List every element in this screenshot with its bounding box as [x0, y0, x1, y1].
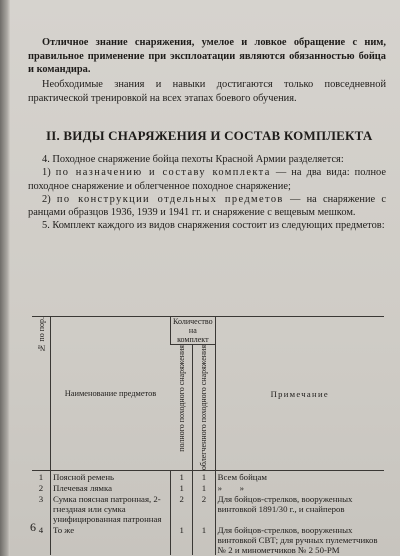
section-heading: II. ВИДЫ СНАРЯЖЕНИЯ И СОСТАВ КОМПЛЕКТА — [46, 128, 373, 143]
item-1-rest: — на два вида: полное походное снаряжение и облегченное походное снаряжение; — [28, 167, 386, 192]
section-body — [28, 153, 386, 233]
table-row — [32, 471, 384, 483]
para-4-lead: 4. Походное снаряжение бойца пехоты Красной Армии разделяется: — [42, 154, 344, 165]
item-2-spaced-term: по конструкции отдельных предметов — [56, 193, 284, 205]
row-name: Поясной ремень — [51, 471, 171, 483]
row-qty-light: 2 — [193, 493, 215, 524]
table-row — [32, 482, 384, 493]
item-1-spaced-term: по назначению и составу комплекта — [55, 167, 271, 179]
para-4-item-2 — [28, 193, 386, 220]
row-qty-light: 1 — [193, 524, 215, 555]
row-note: Для бойцов-стрелков, вооруженных винтовкой 1891/30 г., и снайперов — [215, 493, 384, 524]
header-qty-light: облегченного походного снаряжения — [193, 345, 215, 471]
header-qty-full: полного походного снаряжения — [171, 345, 193, 471]
equipment-table — [32, 316, 384, 555]
row-qty-light: 1 — [193, 482, 215, 493]
row-num: 4 — [38, 525, 44, 536]
row-name: То же — [51, 524, 171, 555]
table-row — [32, 524, 384, 555]
item-2-rest: — на снаряжение с ранцами образцов 1936, 1939 и 1941 гг. и снаряжение с вещевым мешком. — [28, 193, 386, 219]
row-note: Для бойцов-стрелков, вооруженных винтовкой СВТ; для ручных пулеметчиков № 2 и минометчиков № 2 50-РМ — [215, 524, 384, 555]
intro-paragraph-2 — [28, 78, 386, 105]
item-2-number: 2) — [42, 193, 57, 205]
intro-paragraph-1 — [28, 36, 386, 77]
row-num: 1 — [38, 472, 44, 483]
row-qty-full: 1 — [171, 524, 193, 555]
header-note: Примечание — [215, 317, 384, 471]
row-qty-light: 1 — [193, 471, 215, 483]
page-number: 6 — [30, 520, 36, 534]
item-1-number: 1) — [42, 167, 56, 179]
header-num: № по пор. — [32, 317, 51, 471]
row-name: Плечевая лямка — [51, 482, 171, 493]
table-row — [32, 493, 384, 524]
row-num: 2 — [38, 483, 44, 494]
row-qty-full: 2 — [171, 493, 193, 524]
intro-text-1: Отличное знание снаряжения, умелое и ловкое обращение с ним, правильное применение при эксплоатации являются обязанностью бойца и командира. — [28, 37, 386, 75]
header-name: Наименование предметов — [51, 317, 171, 471]
book-binding-shadow — [0, 0, 10, 556]
para-5: 5. Комплект каждого из видов снаряжения состоит из следующих предметов: — [42, 220, 385, 232]
header-qty: Количество на комплект — [171, 317, 216, 345]
row-note: Всем бойцам — [215, 471, 384, 483]
row-qty-full: 1 — [171, 482, 193, 493]
intro-text-2: Необходимые знания и навыки достигаются только повседневной практической тренировкой на всех этапах боевого обучения. — [28, 79, 386, 104]
row-qty-full: 1 — [171, 471, 193, 483]
row-note: » » — [215, 482, 384, 493]
para-4-item-1 — [28, 166, 386, 193]
row-name: Сумка поясная патронная, 2-гнездная или сумка унифицированная патронная — [51, 493, 171, 524]
row-num: 3 — [38, 494, 44, 505]
